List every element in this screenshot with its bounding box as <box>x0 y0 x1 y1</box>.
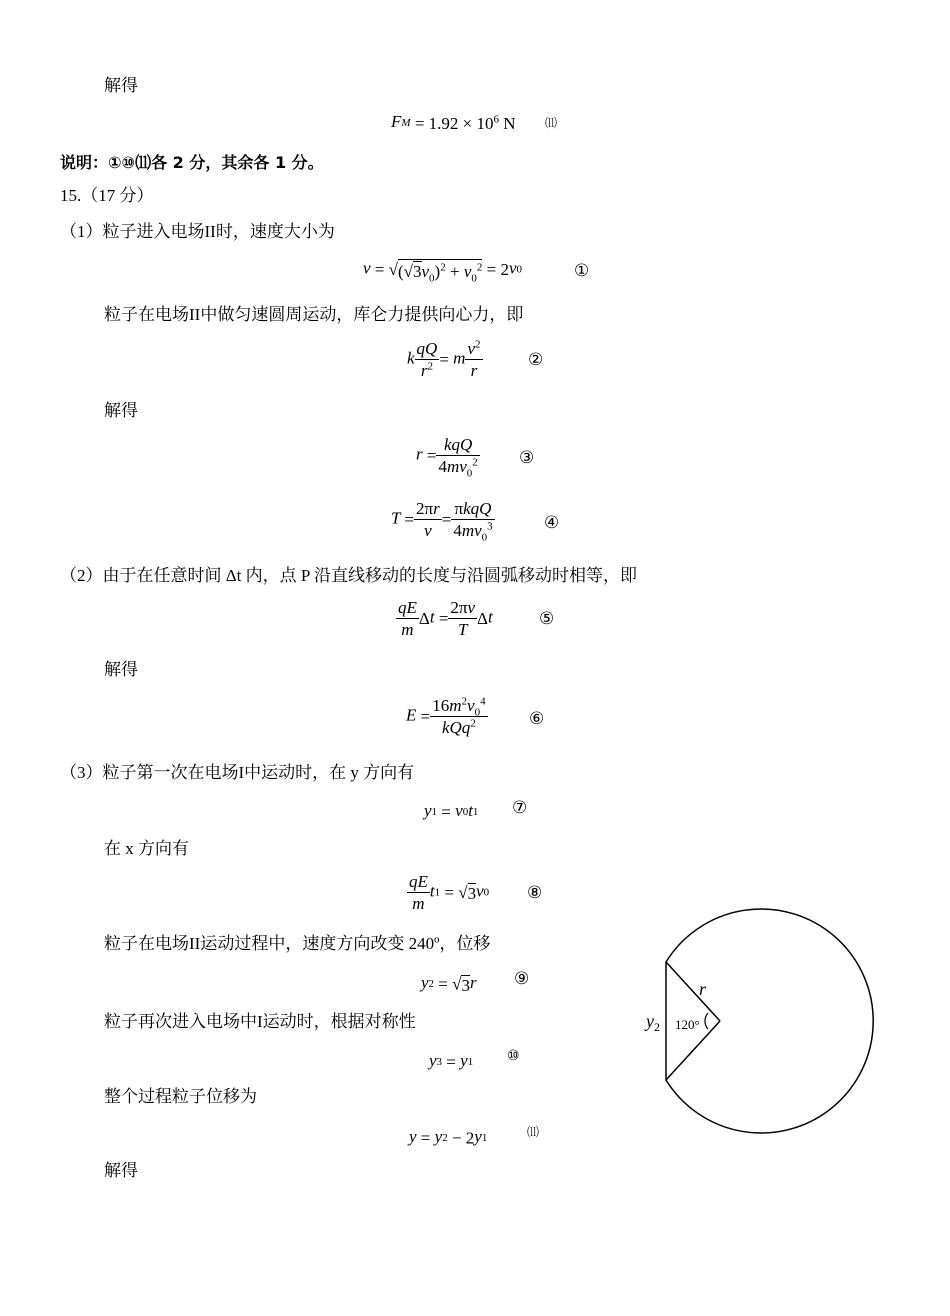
angle-label: 120° <box>675 1017 700 1032</box>
equation-2: k $\frac{qQ}{r^2}$ = m $\frac{v^2}{r}$ <box>407 338 481 380</box>
eq-number: ③ <box>519 448 535 467</box>
question-heading: 15.（17 分） <box>60 186 154 205</box>
radius-line-upper <box>666 962 720 1021</box>
eq-number: ② <box>528 350 544 369</box>
equation-10: y3 = y1 <box>429 1051 474 1072</box>
equation-3: r = $\frac{\text{kqQ}}{4mv_0^2}$ <box>416 435 478 480</box>
angle-arc <box>705 1013 708 1029</box>
equation-4: T = $\frac{2\pi r}{v}$ = $\frac{\text{πkqQ}}{4mv_0^3}$ <box>391 499 493 544</box>
equation-8: $\frac{qE}{m}$ t1 = √3v0 <box>409 872 490 913</box>
chord-label: $y_2$ <box>646 1011 660 1034</box>
text-line: 粒子再次进入电场中I运动时，根据对称性 <box>104 1012 416 1031</box>
eq-number: ① <box>574 261 590 280</box>
text-line: 粒子在电场II运动过程中，速度方向改变 240º，位移 <box>104 934 491 953</box>
eq-number: ⑨ <box>514 969 530 988</box>
eq-number: ⑾ <box>545 116 558 130</box>
text-line: 在 x 方向有 <box>104 839 189 858</box>
eq-number: ⑧ <box>527 883 543 902</box>
equation-9: y2 = √3r <box>421 973 477 995</box>
eq-number: ⑤ <box>539 609 555 628</box>
part-1-text: （1）粒子进入电场II时，速度大小为 <box>60 222 335 241</box>
equation-5: $\frac{qE}{m}$ Δt = $\frac{2\pi v}{T}$ Δt <box>398 598 493 639</box>
eq-number: ④ <box>544 513 560 532</box>
equation-7: y1 = v0t1 <box>424 801 479 822</box>
text-line: 粒子在电场II中做匀速圆周运动，库仑力提供向心力，即 <box>104 305 524 324</box>
equation-6: E = $\frac{16m^2v_0^4}{kQq^2}$ <box>406 695 486 737</box>
text-line: 解得 <box>104 660 138 679</box>
equation-11: y = y2 − 2y1 <box>409 1127 488 1148</box>
equation-force: FM = $1.92 \times 10^6$ N <box>391 112 516 133</box>
eq-number: ⑩ <box>507 1049 520 1064</box>
equation-1: $v = √(√3v_0)^2 + v_0^2 = 2v0$ <box>363 258 522 285</box>
text-line: 解得 <box>104 76 138 95</box>
text-line: 解得 <box>104 401 138 420</box>
part-3-text: （3）粒子第一次在电场I中运动时，在 y 方向有 <box>60 763 415 782</box>
part-2-text: （2）由于在任意时间 Δt 内，点 P 沿直线移动的长度与沿圆弧移动时相等，即 <box>60 566 637 585</box>
eq-number: ⑦ <box>512 798 528 817</box>
radius-label: r <box>699 979 707 999</box>
eq-number: ⑥ <box>529 709 545 728</box>
text-line: 整个过程粒子位移为 <box>104 1087 257 1106</box>
text-line: 解得 <box>104 1161 138 1180</box>
eq-number: ⑾ <box>527 1125 540 1139</box>
scoring-note: 说明：①⑩⑾各 2 分，其余各 1 分。 <box>60 153 324 172</box>
